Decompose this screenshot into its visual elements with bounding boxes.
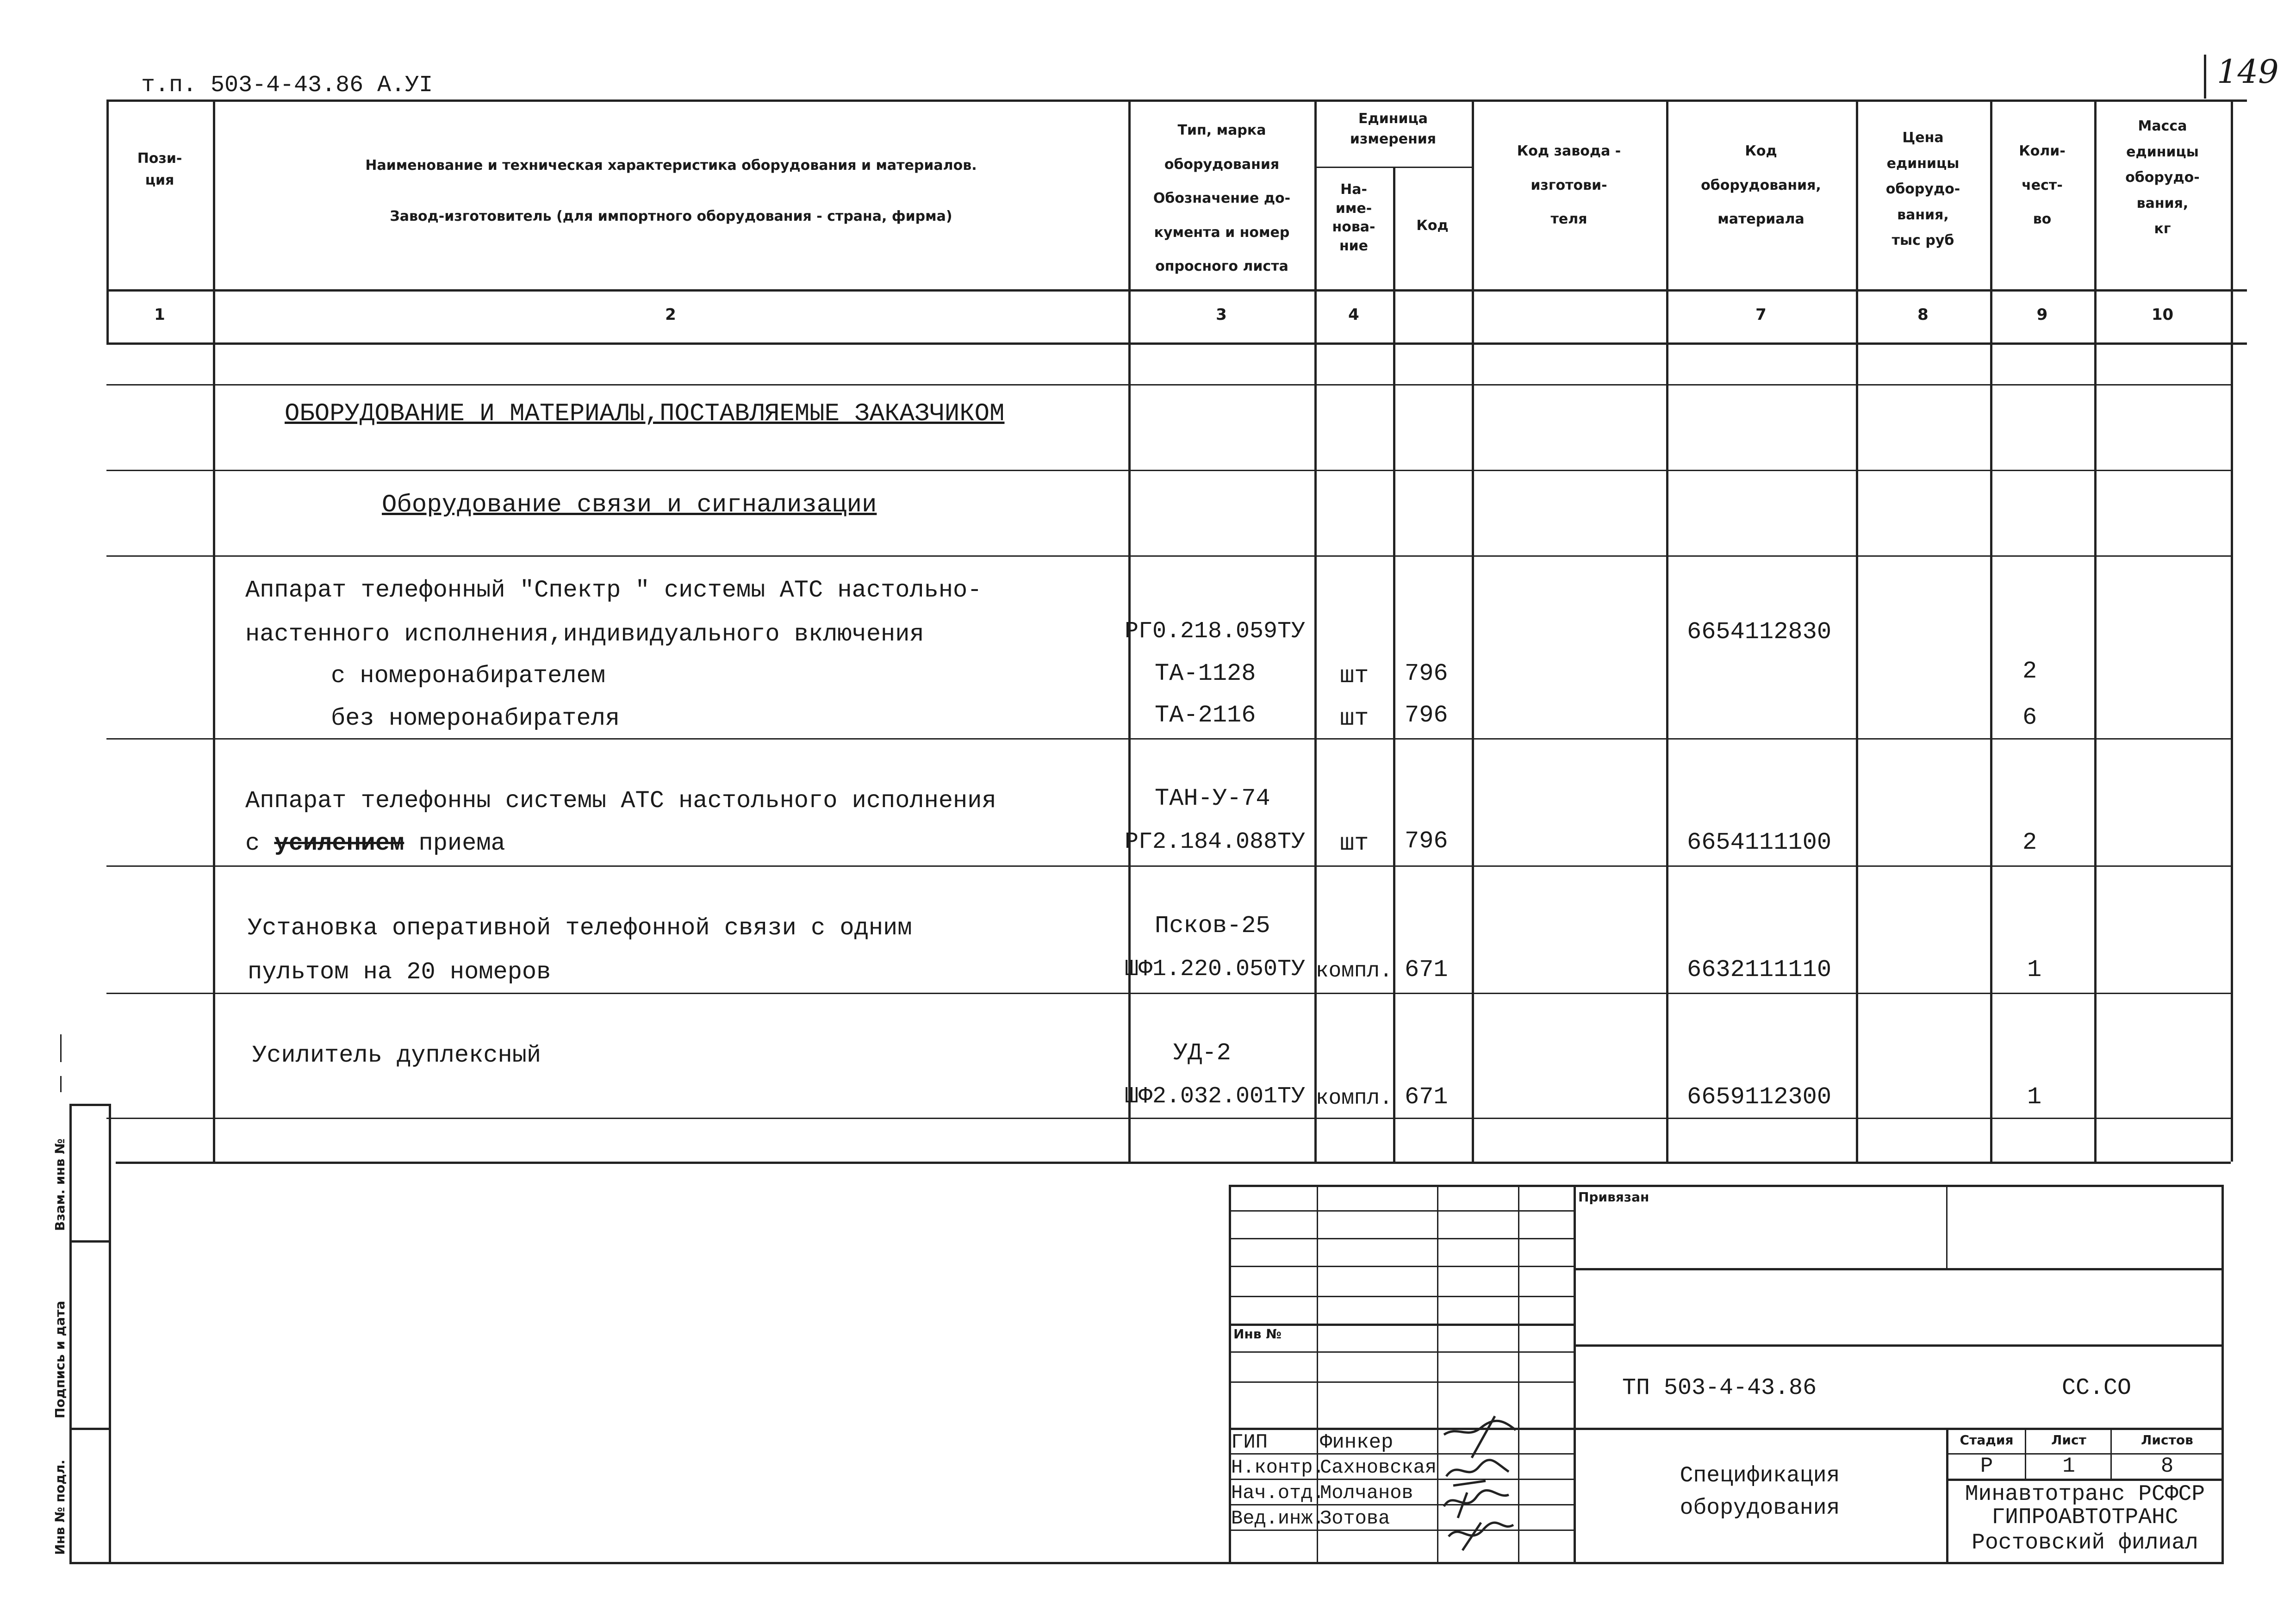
col-number-9: 9 bbox=[2036, 305, 2048, 324]
row-5-name: Аппарат телефонны системы АТС настольного исполнения bbox=[245, 787, 996, 815]
stamp-stage-label: Стадия bbox=[1960, 1432, 2014, 1448]
row-4-name: без номеронабирателя bbox=[331, 705, 620, 732]
stamp-doc-code: ТП 503-4-43.86 bbox=[1622, 1375, 1817, 1401]
header-name-line2: Завод-изготовитель (для импортного оборудования - страна, фирма) bbox=[390, 208, 952, 224]
page-number: 149 bbox=[2217, 53, 2279, 91]
row-8-type: ШФ1.220.050ТУ bbox=[1125, 956, 1306, 983]
row-8-qty: 1 bbox=[2027, 956, 2042, 983]
col-number-2: 2 bbox=[665, 305, 676, 324]
stamp-privyazan: Привязан bbox=[1578, 1189, 1649, 1205]
row-3-unit-code: 796 bbox=[1405, 660, 1448, 687]
header-position: Пози- ция bbox=[137, 150, 182, 188]
stamp-org-line3: Ростовский филиал bbox=[1972, 1530, 2198, 1555]
stamp-org-line2: ГИПРОАВТОТРАНС bbox=[1991, 1505, 2178, 1530]
signature-name-1: Финкер bbox=[1320, 1431, 1394, 1454]
row-10-qty: 1 bbox=[2027, 1083, 2042, 1111]
col-number-1: 1 bbox=[154, 305, 165, 324]
signature-name-2: Сахновская bbox=[1320, 1456, 1437, 1479]
stamp-sheets-label: Листов bbox=[2141, 1432, 2193, 1448]
stamp-title-line2: оборудования bbox=[1680, 1496, 1840, 1521]
row-8-name: пультом на 20 номеров bbox=[248, 958, 551, 986]
row-3-type: ТА-1128 bbox=[1155, 660, 1256, 687]
row-3-name: с номеронабирателем bbox=[331, 662, 605, 690]
row-6-unit-code: 796 bbox=[1405, 827, 1448, 855]
row-2-type: РГ0.218.059ТУ bbox=[1125, 618, 1306, 645]
stamp-sheet-code: СС.СО bbox=[2062, 1375, 2132, 1401]
header-equipment-code: Код оборудования, материала bbox=[1701, 143, 1821, 227]
side-label-replace: Взам. инв № bbox=[52, 1138, 68, 1231]
row-10-type: ШФ2.032.001ТУ bbox=[1125, 1083, 1306, 1110]
stamp-sheets: 8 bbox=[2160, 1454, 2174, 1478]
col-number-7: 7 bbox=[1755, 305, 1767, 324]
side-label-signature: Подпись и дата bbox=[52, 1300, 68, 1418]
header-unit-group: Единица измерения bbox=[1350, 111, 1437, 147]
row-4-type: ТА-2116 bbox=[1155, 702, 1256, 729]
stamp-title-line1: Спецификация bbox=[1680, 1463, 1840, 1488]
row-6-qty: 2 bbox=[2022, 829, 2037, 856]
row-4-unit: шт bbox=[1340, 705, 1369, 732]
stamp-sheet: 1 bbox=[2062, 1454, 2075, 1478]
row-6-code: 6654111100 bbox=[1687, 829, 1832, 856]
side-label-inv: Инв № подл. bbox=[52, 1459, 68, 1555]
row-4-unit-code: 796 bbox=[1405, 702, 1448, 729]
header-unit-name: На- име- нова- ние bbox=[1332, 181, 1375, 254]
row-3-unit: шт bbox=[1340, 662, 1369, 690]
row-10-unit: компл. bbox=[1316, 1086, 1393, 1110]
row-2-name: настенного исполнения,индивидуального включения bbox=[245, 621, 924, 648]
row-4-qty: 6 bbox=[2022, 704, 2037, 731]
row-6-type: РГ2.184.088ТУ bbox=[1125, 829, 1306, 855]
page-number-mark bbox=[2204, 55, 2206, 99]
col-number-4: 4 bbox=[1348, 305, 1359, 324]
signature-name-4: Зотова bbox=[1320, 1507, 1390, 1530]
row-8-unit-code: 671 bbox=[1405, 956, 1448, 983]
row-8-unit: компл. bbox=[1316, 959, 1393, 983]
row-8-code: 6632111110 bbox=[1687, 956, 1832, 983]
row-5-type: ТАН-У-74 bbox=[1155, 785, 1270, 812]
stamp-stage: Р bbox=[1980, 1454, 1993, 1478]
row-9-name: Усилитель дуплексный bbox=[252, 1042, 541, 1069]
row-10-unit-code: 671 bbox=[1405, 1083, 1448, 1111]
header-mass: Масса единицы оборудо- вания, кг bbox=[2125, 118, 2200, 237]
header-name-line1: Наименование и техническая характеристика оборудования и материалов. bbox=[365, 157, 977, 174]
col-number-3: 3 bbox=[1216, 305, 1227, 324]
signature-role-4: Вед.инж. bbox=[1231, 1507, 1325, 1530]
signature-role-2: Н.контр. bbox=[1231, 1456, 1325, 1479]
row-1-name: Аппарат телефонный "Спектр " системы АТС настольно- bbox=[245, 577, 982, 604]
col-number-8: 8 bbox=[1917, 305, 1929, 324]
header-quantity: Коли- чест- во bbox=[2019, 143, 2066, 227]
row-7-type: Псков-25 bbox=[1155, 912, 1270, 939]
row-2-code: 6654112830 bbox=[1687, 618, 1832, 646]
handwritten-signatures bbox=[1439, 1407, 1523, 1560]
row-3-qty: 2 bbox=[2022, 658, 2037, 685]
header-price: Цена единицы оборудо- вания, тыс руб bbox=[1885, 130, 1960, 249]
subsection-title: Оборудование связи и сигнализации bbox=[382, 491, 877, 519]
row-6-name-suffix: приема bbox=[418, 830, 505, 857]
stamp-sheet-label: Лист bbox=[2051, 1432, 2086, 1448]
row-6-name bbox=[245, 832, 505, 856]
stamp-inv-no: Инв № bbox=[1233, 1326, 1282, 1342]
signature-name-3: Молчанов bbox=[1320, 1482, 1413, 1504]
signature-role-1: ГИП bbox=[1231, 1431, 1268, 1454]
row-10-code: 6659112300 bbox=[1687, 1083, 1832, 1111]
section-title: ОБОРУДОВАНИЕ И МАТЕРИАЛЫ,ПОСТАВЛЯЕМЫЕ ЗАКАЗЧИКОМ bbox=[285, 400, 1005, 428]
col-number-10: 10 bbox=[2151, 305, 2174, 324]
header-unit-code: Код bbox=[1416, 218, 1449, 234]
row-7-name: Установка оперативной телефонной связи с одним bbox=[248, 914, 912, 942]
page-reference: т.п. 503-4-43.86 А.УI bbox=[141, 72, 433, 99]
row-6-name-struck: усилением bbox=[274, 830, 404, 857]
row-6-name-prefix: с bbox=[245, 830, 260, 857]
stamp-org-line1: Минавтотранс РСФСР bbox=[1965, 1482, 2205, 1507]
header-factory-code: Код завода - изготови- теля bbox=[1517, 143, 1621, 227]
signature-role-3: Нач.отд. bbox=[1231, 1482, 1325, 1504]
row-6-unit: шт bbox=[1340, 830, 1369, 857]
header-type: Тип, марка оборудования Обозначение до- кумента и номер опросного листа bbox=[1153, 122, 1291, 274]
row-9-type: УД-2 bbox=[1173, 1039, 1231, 1067]
